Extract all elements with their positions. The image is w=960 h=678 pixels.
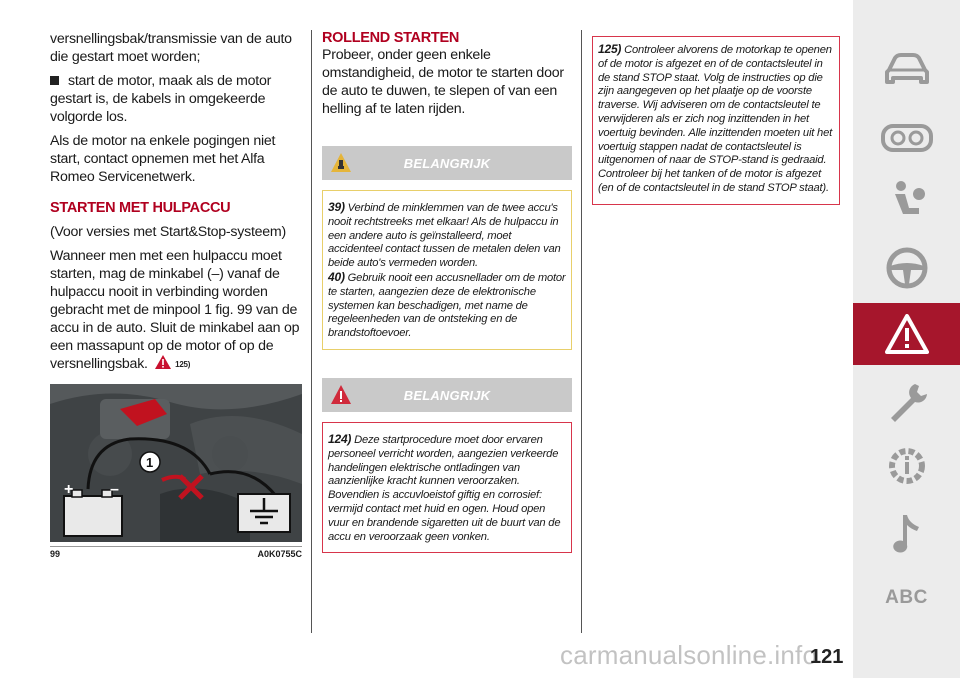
- note-text: Gebruik nooit een accusnellader om de motor te starten, aangezien deze de elektronische systemen kan beschadigen, met name de regeleenheden van de ontsteking en de brandstoftoevoer.: [328, 271, 566, 340]
- section-heading: STARTEN MET HULPACCU: [50, 200, 231, 216]
- music-note-icon: [889, 511, 925, 555]
- sidebar-item-technical-data[interactable]: [853, 436, 960, 496]
- ground-symbol-icon: [238, 494, 290, 532]
- sidebar-item-dashboard[interactable]: [853, 108, 960, 168]
- steering-wheel-icon: [885, 246, 929, 290]
- callout-label: 1: [146, 455, 154, 470]
- wrench-icon: [885, 380, 929, 424]
- paragraph: (Voor versies met Start&Stop-systeem): [50, 224, 286, 240]
- sidebar-item-car[interactable]: [853, 40, 960, 100]
- column-3: [592, 30, 840, 205]
- sidebar-item-multimedia[interactable]: [853, 503, 960, 563]
- plus-label: +: [64, 481, 74, 498]
- engine-bay-illustration: [50, 384, 302, 542]
- note-text: Deze startprocedure moet door ervaren personeel verricht worden, aangezien verkeerde handelingen elektrische ontladingen van aanzienlijke kracht kunnen veroorzaken. Bovendien is accuvloeistof giftig en corrosief: vermijd contact met huid en ogen. Houd open vuur en brandende sigaretten uit de buurt van de accu en veroorzaak geen vonken.: [328, 433, 561, 543]
- section-heading: ROLLEND STARTEN: [322, 30, 460, 46]
- square-bullet-icon: [50, 76, 59, 85]
- column-2: [322, 30, 572, 553]
- note-text: Controleer alvorens de motorkap te openen of de motor is afgezet en of de contactsleutel in de stand STOP staat. Volg de instructies op die zijn aangegeven op het plaatje op de voorste traverse. Wij adviseren om de contactsleutel te verwijderen als er zich nog inzittenden in het voertuig bevinden. Alle inzittenden moeten uit het voertuig stappen nadat de contactsleutel is uitgenomen of naar de STOP-stand is gedraaid. Controleer bij het tanken of de motor is afgezet (en of de contactsleutel in de stand STOP staat).: [598, 44, 833, 194]
- sidebar-item-safety[interactable]: [853, 170, 960, 230]
- sidebar-item-index[interactable]: [853, 568, 960, 628]
- warning-title: BELANGRIJK: [403, 156, 491, 171]
- bullet-item: [50, 72, 302, 126]
- figure-number: 99: [50, 549, 61, 559]
- warning-box: [322, 422, 572, 553]
- chapter-sidebar: [853, 0, 960, 678]
- note-number: 125): [598, 42, 622, 56]
- warning-item: [328, 271, 566, 341]
- warning-triangle-icon: [885, 314, 929, 354]
- index-label: ABC: [885, 587, 928, 608]
- warning-triangle-icon: [155, 355, 171, 369]
- dashboard-gauges-icon: [881, 122, 933, 154]
- paragraph: [50, 247, 302, 374]
- warning-item: [328, 433, 566, 544]
- paragraph: versnellingsbak/transmissie van de auto die gestart moet worden;: [50, 31, 292, 65]
- figure-code: A0K0755C: [257, 549, 302, 559]
- paragraph: Probeer, onder geen enkele omstandigheid, de motor te starten door de auto te duwen, te slepen of van een helling af te laten rijden.: [322, 47, 564, 117]
- column-divider: [581, 30, 582, 633]
- warning-title: BELANGRIJK: [403, 387, 491, 403]
- warning-item: [598, 43, 834, 196]
- note-number: 39): [328, 200, 345, 214]
- note-reference-link[interactable]: 125): [175, 360, 191, 369]
- sidebar-item-emergency[interactable]: [853, 303, 960, 365]
- warning-box: [322, 190, 572, 350]
- bullet-text: start de motor, maak als de motor gestart is, de kabels in omgekeerde volgorde los.: [50, 73, 272, 125]
- warning-header: [322, 378, 572, 412]
- page-number: 121: [810, 646, 844, 668]
- sidebar-item-maintenance[interactable]: [853, 372, 960, 432]
- warning-header: [322, 146, 572, 180]
- note-text: Verbind de minklemmen van de twee accu's nooit rechtstreeks met elkaar! Als de hulpaccu in een andere auto is geïnstalleerd, moet accidenteel contact tussen de metalen delen van beide auto's vermeden worden.: [328, 202, 561, 270]
- sidebar-item-driving[interactable]: [853, 238, 960, 298]
- column-divider: [311, 30, 312, 633]
- note-number: 124): [328, 431, 352, 446]
- warning-box: [592, 36, 840, 205]
- figure-caption: [50, 546, 302, 559]
- watermark: carmanualsonline.info: [560, 640, 818, 670]
- minus-label: –: [110, 481, 119, 498]
- column-1: [50, 30, 302, 559]
- car-icon: [883, 52, 931, 88]
- seat-airbag-icon: [885, 178, 929, 222]
- paragraph: Als de motor na enkele pogingen niet start, contact opnemen met het Alfa Romeo Servicenetwerk.: [50, 133, 276, 185]
- note-number: 40): [328, 269, 345, 284]
- gear-info-icon: [885, 444, 929, 488]
- figure-jump-start-battery: [50, 384, 302, 542]
- warning-item: [328, 201, 566, 271]
- paragraph-text: Wanneer men met een hulpaccu moet starten, mag de minkabel (–) vanaf de hulpaccu nooit in verbinding worden gebracht met de minpool 1 fig. 99 van de accu in de auto. Sluit de minkabel aan op een massapunt op de motor of op de versnellingsbak.: [50, 248, 300, 372]
